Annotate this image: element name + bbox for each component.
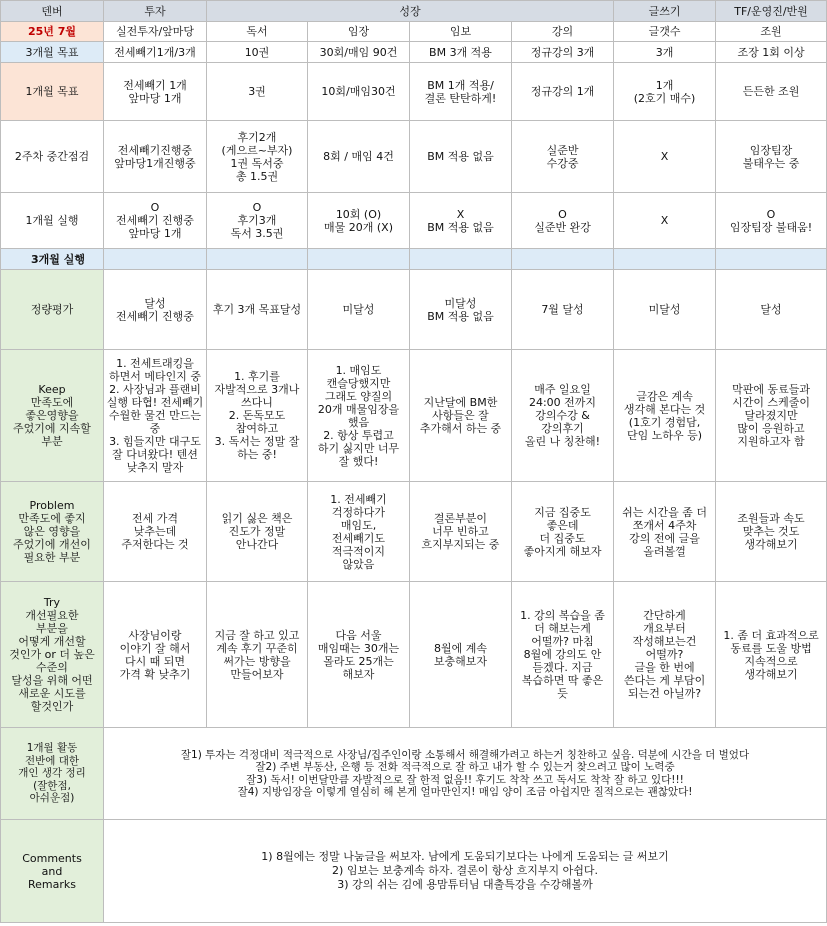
table-cell: 조원들과 속도 맞추는 것도 생각해보기: [716, 482, 827, 582]
goal3-row: [1, 42, 827, 63]
table-cell: 미달성: [308, 270, 410, 350]
thoughts-text: 잘1) 투자는 걱정대비 적극적으로 사장님/집주인이랑 소통해서 해결해가려고 하는거 칭찬하고 싶음. 덕분에 시간을 더 벌었다 잘2) 주변 부동산, 은행 등 전화 적극적으로 잘 하고 내가 할 수 있는거 찾으려고 많이 노력중 잘3) 독서! 이번달만큼 자발적으로 잘 한적 없음!! 후기도 착착 쓰고 독서도 착착 잘 하고 있다!!! 잘4) 지방임장을 이렇게 열심히 해 본게 얼마만인지! 매임 양이 조금 아쉽지만 질적으로는 괜찮았다!: [104, 728, 827, 820]
header-owner: 덴버: [1, 1, 104, 22]
try-row: [1, 582, 827, 728]
section-title: 3개월 실행: [1, 249, 104, 270]
section-3month-row: [1, 249, 827, 270]
table-cell: 읽기 싫은 책은 진도가 정말 안나간다: [207, 482, 308, 582]
subheader-row: [1, 22, 827, 42]
table-cell: 간단하게 개요부터 작성해보는건 어떨까? 글을 한 번에 쓴다는 게 부담이 되는건 아닐까?: [614, 582, 716, 728]
table-cell: 전세빼기1개/3개: [104, 42, 207, 63]
subheader-cell: 독서: [207, 22, 308, 42]
subheader-cell: 강의: [512, 22, 614, 42]
table-cell: 지금 잘 하고 있고 계속 후기 꾸준히 써가는 방향을 만들어보자: [207, 582, 308, 728]
subheader-cell: 임장: [308, 22, 410, 42]
table-cell: 10회/매임30건: [308, 63, 410, 121]
table-cell: BM 적용 없음: [410, 121, 512, 193]
table-cell: 달성 전세빼기 진행중: [104, 270, 207, 350]
row-label: Comments and Remarks: [1, 820, 104, 923]
row-label: 2주차 중간점검: [1, 121, 104, 193]
header-team: TF/운영진/반원: [716, 1, 827, 22]
header-writing: 글쓰기: [614, 1, 716, 22]
table-cell: 임장팀장 불태우는 중: [716, 121, 827, 193]
table-cell: 1. 강의 복습을 좀 더 해보는게 어떨까? 마침 8월에 강의도 안 듣겠다. 지금 복습하면 딱 좋은 듯: [512, 582, 614, 728]
table-cell: X: [614, 121, 716, 193]
table-cell: 지난달에 BM한 사항들은 잘 추가해서 하는 중: [410, 350, 512, 482]
exec1-row: [1, 193, 827, 249]
table-cell: 3권: [207, 63, 308, 121]
table-cell: 8회 / 매임 4건: [308, 121, 410, 193]
table-cell: 막판에 동료들과 시간이 스케줄이 달라졌지만 많이 응원하고 지원하고자 함: [716, 350, 827, 482]
table-cell: 쉬는 시간을 좀 더 쪼개서 4주차 강의 전에 글을 올려볼껄: [614, 482, 716, 582]
subheader-cell: 조원: [716, 22, 827, 42]
table-cell: 1. 전세빼기 걱정하다가 매임도, 전세빼기도 적극적이지 않았음: [308, 482, 410, 582]
table-cell: X BM 적용 없음: [410, 193, 512, 249]
comments-text: 1) 8월에는 정말 나눔글을 써보자. 남에게 도움되기보다는 나에게 도움되는 글 써보기 2) 임보는 보충계속 하자. 결론이 항상 흐지부지 아쉽다. 3) 강의 쉬는 김에 용맘튜터님 대출특강을 수강해볼까: [104, 820, 827, 923]
table-cell: O 실준반 완강: [512, 193, 614, 249]
table-cell: 정규강의 3개: [512, 42, 614, 63]
row-label: Try 개선필요한 부분을 어떻게 개선할 것인가 or 더 높은 수준의 달성을 위해 어떤 새로운 시도를 할것인가: [1, 582, 104, 728]
table-cell: 지금 집중도 좋은데 더 집중도 좋아지게 해보자: [512, 482, 614, 582]
table-cell: BM 1개 적용/ 결론 탄탄하게!: [410, 63, 512, 121]
table-cell: 후기2개 (게으르~부자) 1권 독서중 총 1.5권: [207, 121, 308, 193]
quant-row: [1, 270, 827, 350]
table-cell: 매주 일요일 24:00 전까지 강의수강 & 강의후기 올린 나 칭찬해!: [512, 350, 614, 482]
subheader-cell: 실전투자/앞마당: [104, 22, 207, 42]
table-cell: 전세 가격 낮추는데 주저한다는 것: [104, 482, 207, 582]
subheader-cell: 글갯수: [614, 22, 716, 42]
table-cell: 1. 전세트래킹을 하면서 메타인지 중 2. 사장님과 플랜비 실행 타협! 전세빼기 수월한 물건 만드는 중 3. 힘들지만 대구도 잘 다녀왔다! 텐션 낮추지 말자: [104, 350, 207, 482]
thoughts-row: [1, 728, 827, 820]
check2w-row: [1, 121, 827, 193]
row-label: 3개월 목표: [1, 42, 104, 63]
table-cell: 미달성: [614, 270, 716, 350]
table-cell: 전세빼기 1개 앞마당 1개: [104, 63, 207, 121]
header-growth: 성장: [207, 1, 614, 22]
table-cell: O 임장팀장 불태움!: [716, 193, 827, 249]
table-cell: 1개 (2호기 매수): [614, 63, 716, 121]
table-cell: 글감은 계속 생각해 본다는 것 (1호기 경험담, 단임 노하우 등): [614, 350, 716, 482]
table-cell: 8월에 계속 보충해보자: [410, 582, 512, 728]
row-label: 1개월 활동 전반에 대한 개인 생각 정리 (잘한점, 아쉬운점): [1, 728, 104, 820]
table-cell: 든든한 조원: [716, 63, 827, 121]
row-label: 1개월 실행: [1, 193, 104, 249]
month-cell: 25년 7월: [1, 22, 104, 42]
table-cell: 조장 1회 이상: [716, 42, 827, 63]
table-cell: 1. 후기를 자발적으로 3개나 쓰다니 2. 돈독모도 참여하고 3. 독서는 정말 잘 하는 중!: [207, 350, 308, 482]
table-cell: 실준반 수강중: [512, 121, 614, 193]
comments-row: [1, 820, 827, 923]
table-cell: 1. 좀 더 효과적으로 동료를 도울 방법 지속적으로 생각해보기: [716, 582, 827, 728]
table-cell: 미달성 BM 적용 없음: [410, 270, 512, 350]
table-cell: 10회 (O) 매물 20개 (X): [308, 193, 410, 249]
table-cell: 10권: [207, 42, 308, 63]
table-cell: BM 3개 적용: [410, 42, 512, 63]
table-cell: O 후기3개 독서 3.5권: [207, 193, 308, 249]
table-cell: O 전세빼기 진행중 앞마당 1개: [104, 193, 207, 249]
row-label: 정량평가: [1, 270, 104, 350]
table-cell: 1. 매임도 캔슬당했지만 그래도 양질의 20개 매물임장을 했음 2. 항상 투렵고 하기 싫지만 너무 잘 했다!: [308, 350, 410, 482]
goal1-row: [1, 63, 827, 121]
problem-row: [1, 482, 827, 582]
header-investment: 투자: [104, 1, 207, 22]
table-cell: 정규강의 1개: [512, 63, 614, 121]
table-cell: 7월 달성: [512, 270, 614, 350]
header-row: [1, 1, 827, 22]
keep-row: [1, 350, 827, 482]
table-cell: 후기 3개 목표달성: [207, 270, 308, 350]
row-label: Problem 만족도에 좋지 않은 영향을 주었기에 개선이 필요한 부분: [1, 482, 104, 582]
table-cell: 3개: [614, 42, 716, 63]
subheader-cell: 임보: [410, 22, 512, 42]
table-cell: 30회/매임 90건: [308, 42, 410, 63]
table-cell: 결론부분이 너무 빈하고 흐지부지되는 중: [410, 482, 512, 582]
table-cell: X: [614, 193, 716, 249]
row-label: 1개월 목표: [1, 63, 104, 121]
table-cell: 전세빼기진행중 앞마당1개진행중: [104, 121, 207, 193]
table-cell: 달성: [716, 270, 827, 350]
table-cell: 다음 서울 매임때는 30개는 몰라도 25개는 해보자: [308, 582, 410, 728]
row-label: Keep 만족도에 좋은영향을 주었기에 지속할 부분: [1, 350, 104, 482]
table-cell: 사장님이랑 이야기 잘 해서 다시 때 되면 가격 확 낮추기: [104, 582, 207, 728]
